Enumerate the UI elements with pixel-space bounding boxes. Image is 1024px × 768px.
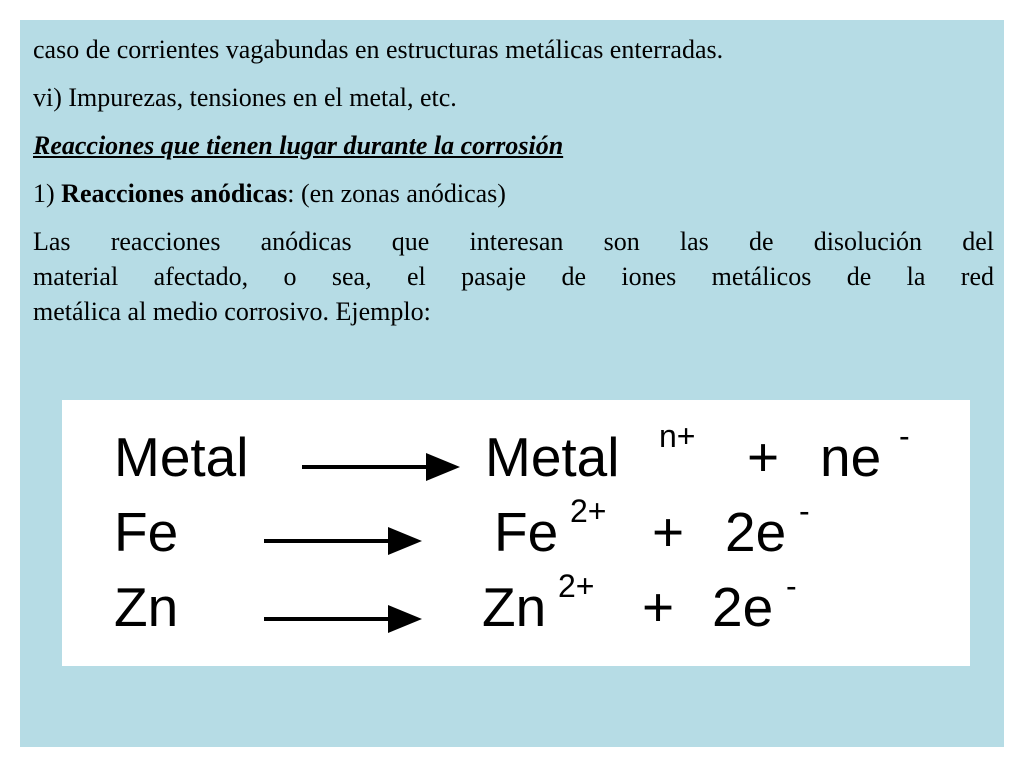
text-block — [33, 32, 994, 329]
equation-image — [62, 400, 970, 666]
slide-background — [20, 20, 1004, 747]
text-line-4 — [33, 176, 994, 211]
eq3-electrons: 2e — [712, 576, 774, 638]
eq1-reactant: Metal — [114, 426, 249, 488]
text-line-1: caso de corrientes vagabundas en estructuras metálicas enterradas. — [33, 35, 724, 64]
eq3-product: Zn — [482, 576, 547, 638]
paragraph-line-1: Las reacciones anódicas que interesan son las de disolución del — [33, 227, 994, 256]
eq1-electron-sign: - — [899, 418, 910, 454]
paragraph-line-2: material afectado, o sea, el pasaje de iones metálicos de la red — [33, 262, 994, 291]
eq1-arrow-icon — [302, 450, 462, 484]
eq2-plus: + — [652, 501, 685, 563]
eq1-electrons: ne — [820, 426, 882, 488]
line4-prefix: 1) — [33, 179, 62, 208]
eq3-plus: + — [642, 576, 675, 638]
eq2-reactant: Fe — [114, 501, 179, 563]
eq3-charge: 2+ — [558, 568, 595, 604]
paragraph — [33, 224, 994, 329]
eq2-charge: 2+ — [570, 493, 607, 529]
eq2-electron-sign: - — [799, 493, 810, 529]
paragraph-line-3: metálica al medio corrosivo. Ejemplo: — [33, 297, 431, 326]
line4-suffix: : (en zonas anódicas) — [287, 179, 506, 208]
line4-bold: Reacciones anódicas — [61, 179, 288, 208]
eq2-product: Fe — [494, 501, 559, 563]
eq1-charge: n+ — [659, 418, 696, 454]
eq3-electron-sign: - — [786, 568, 797, 604]
eq2-electrons: 2e — [725, 501, 787, 563]
eq1-plus: + — [747, 426, 780, 488]
eq1-product: Metal — [485, 426, 620, 488]
section-heading: Reacciones que tienen lugar durante la corrosión — [33, 131, 564, 160]
eq2-arrow-icon — [264, 524, 424, 558]
text-line-2: vi) Impurezas, tensiones en el metal, etc. — [33, 83, 457, 112]
eq3-arrow-icon — [264, 602, 424, 636]
eq3-reactant: Zn — [114, 576, 179, 638]
